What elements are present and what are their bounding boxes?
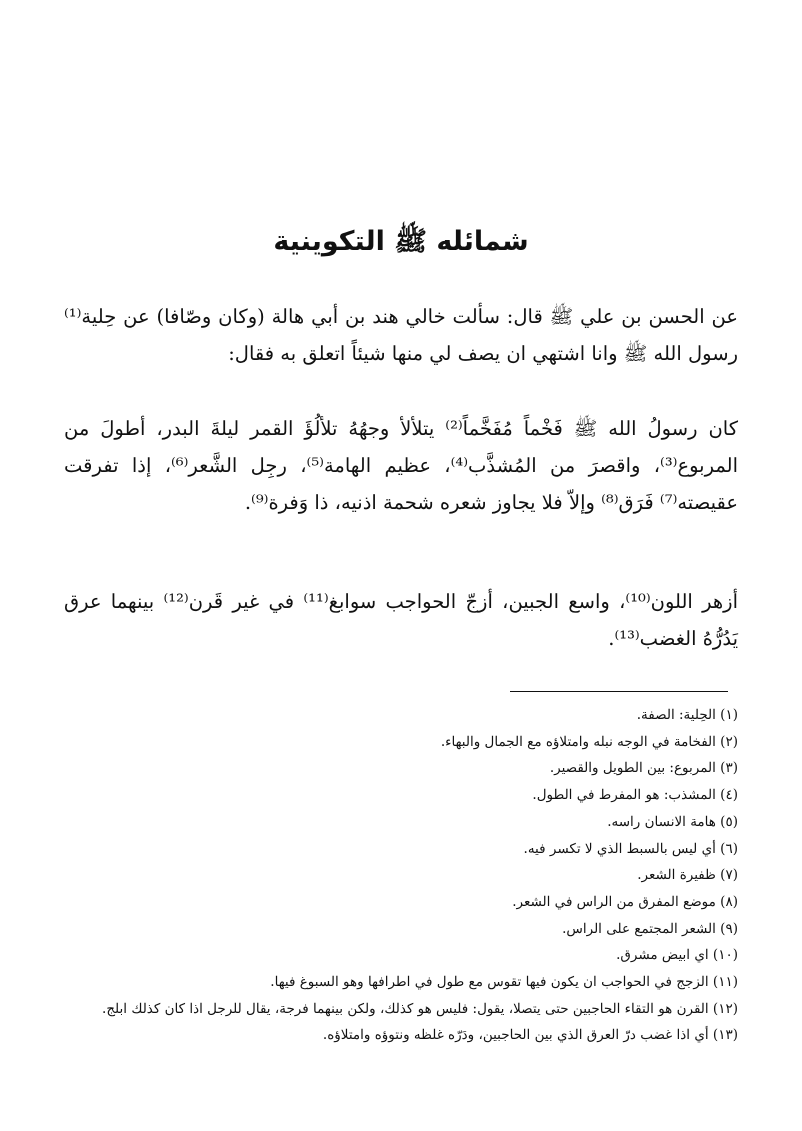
footnote-8: (٨) موضع المفرق من الراس في الشعر. (512, 893, 738, 910)
footnote-11: (١١) الزجج في الحواجب ان يكون فيها تقوس مع طول في اطرافها وهو السبوغ فيها. (270, 974, 738, 991)
footnote-4: (٤) المشذب: هو المفرط في الطول. (532, 787, 738, 804)
chapter-heading: شمائله ﷺ التكوينية (273, 226, 529, 257)
footnote-6: (٦) أي ليس بالسبط الذي لا تكسر فيه. (523, 840, 738, 857)
footnote-5: (٥) هامة الانسان راسه. (607, 813, 738, 830)
footnote-7: (٧) ظفيرة الشعر. (637, 867, 738, 884)
footnote-10: (١٠) اي ابيض مشرق. (616, 947, 738, 964)
footnote-separator (510, 691, 728, 692)
footnote-1: (١) الحِلية: الصفة. (636, 707, 738, 723)
footnote-12: (١٢) القرن هو التقاء الحاجبين حتى يتصلا، يقول: فليس هو كذلك، ولكن بينهما فرجة، يقال للرجل اذا كان كذلك ابلج. (102, 1000, 738, 1017)
footnotes-list (64, 702, 738, 1049)
footnote-9: (٩) الشعر المجتمع على الراس. (562, 920, 738, 937)
paragraph-2: كان رسولُ الله ﷺ فَخْماً مُفَخَّماً⁽²⁾ يتلألأ وجهُهُ تلألُؤَ القمر ليلةَ البدر، أطولَ من المربوع⁽³⁾، واقصرَ من المُشذَّب⁽⁴⁾، عظيم الهامة⁽⁵⁾، رجِل الشَّعر⁽⁶⁾، إذا تفرقت عقيصته⁽⁷⁾ فَرَق⁽⁸⁾ وإلاّ فلا يجاوز شعره شحمة اذنيه، ذا وَفرة⁽⁹⁾. (64, 417, 739, 514)
paragraph-1: عن الحسن بن علي ﷺ قال: سألت خالي هند بن أبي هالة (وكان وصّافا) عن حِلية⁽¹⁾ رسول الله ﷺ وانا اشتهي ان يصف لي منها شيئاً اتعلق به فقال: (64, 305, 738, 365)
footnote-3: (٣) المربوع: بين الطويل والقصير. (549, 760, 738, 777)
paragraph-3: أزهر اللون⁽¹⁰⁾، واسع الجبين، أزجّ الحواجب سوابغ⁽¹¹⁾ في غير قَرن⁽¹²⁾ بينهما عرق يَدُرُّهُ الغضب⁽¹³⁾. (64, 590, 739, 650)
footnote-2: (٢) الفخامة في الوجه نبله وامتلاؤه مع الجمال والبهاء. (440, 733, 738, 750)
footnote-13: (١٣) أي اذا غضب درّ العرق الذي بين الحاجبين، ودَرّه غلظه ونتوؤه وامتلاؤه. (322, 1027, 738, 1044)
